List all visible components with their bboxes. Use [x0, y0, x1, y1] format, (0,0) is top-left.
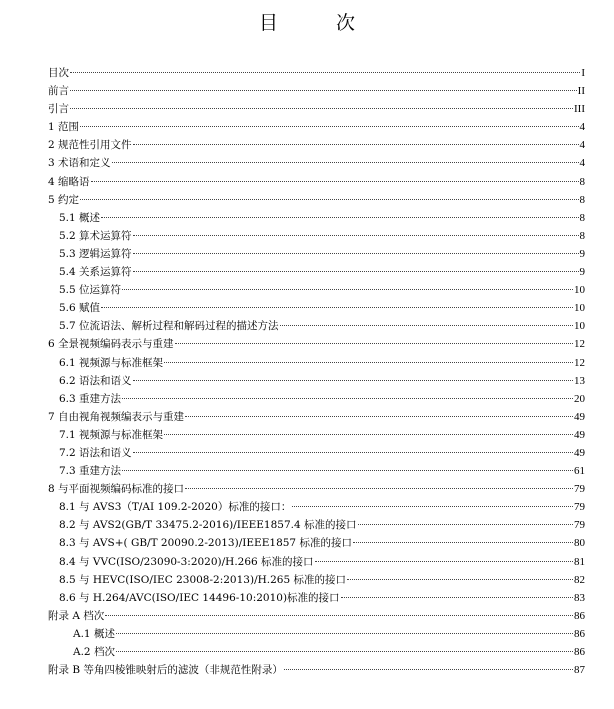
toc-entry-label: 7.1 视频源与标准框架 [59, 428, 164, 441]
toc-entry-page-number: 79 [574, 519, 585, 532]
dot-leader [164, 362, 573, 363]
dot-leader [105, 615, 573, 616]
toc-entry-page-number: 82 [574, 573, 585, 586]
toc-entry-label: 7 自由视角视频编表示与重建 [48, 410, 185, 423]
dot-leader [133, 452, 573, 453]
toc-entry-page-number: 83 [574, 591, 585, 604]
toc-entry[interactable] [48, 64, 585, 82]
toc-entry-page-number: 8 [579, 175, 585, 188]
dot-leader [133, 253, 579, 254]
toc-entry[interactable] [48, 444, 585, 462]
toc-entry-label: 5 约定 [48, 193, 80, 206]
dot-leader [353, 542, 573, 543]
toc-entry-page-number: I [581, 67, 585, 79]
toc-entry-page-number: 13 [574, 374, 585, 387]
dot-leader [133, 380, 573, 381]
toc-entry-label: 6.1 视频源与标准框架 [59, 356, 164, 369]
toc-entry-page-number: 86 [574, 609, 585, 622]
dot-leader [133, 235, 579, 236]
toc-entry-page-number: 49 [574, 428, 585, 441]
toc-entry-page-number: III [574, 103, 585, 116]
toc-entry-page-number: 61 [574, 465, 585, 478]
dot-leader [292, 506, 573, 507]
toc-entry[interactable] [48, 372, 585, 390]
toc-entry-label: 1 范围 [48, 121, 80, 134]
dot-leader [280, 325, 573, 326]
dot-leader [116, 633, 573, 634]
toc-entry-label: 8.1 与 AVS3（T/AI 109.2-2020）标准的接口： [59, 501, 292, 514]
toc-entry-label: 5.2 算术运算符 [59, 229, 132, 242]
toc-entry-label: 5.7 位流语法、解析过程和解码过程的描述方法 [59, 320, 279, 333]
toc-entry[interactable] [48, 245, 585, 263]
dot-leader [358, 524, 573, 525]
toc-entry[interactable] [48, 498, 585, 516]
toc-entry[interactable] [48, 281, 585, 299]
toc-entry[interactable] [48, 299, 585, 317]
dot-leader [70, 72, 580, 73]
toc-entry[interactable] [48, 625, 585, 643]
toc-entry[interactable] [48, 136, 585, 154]
toc-entry-page-number: 10 [574, 320, 585, 333]
dot-leader [133, 144, 579, 145]
toc-entry-page-number: 9 [579, 266, 585, 279]
toc-entry-page-number: 4 [579, 121, 585, 134]
toc-entry-label: 5.5 位运算符 [59, 284, 122, 297]
toc-entry-label: 6 全景视频编码表示与重建 [48, 338, 174, 351]
toc-entry-label: 4 缩略语 [48, 175, 90, 188]
toc-entry-label: 前言 [48, 85, 69, 98]
toc-entry-page-number: 8 [579, 229, 585, 242]
toc-entry-page-number: 81 [574, 555, 585, 568]
toc-entry[interactable] [48, 154, 585, 172]
toc-entry[interactable] [48, 227, 585, 245]
toc-entry-label: 引言 [48, 103, 69, 116]
toc-entry-page-number: 49 [574, 446, 585, 459]
toc-entry[interactable] [48, 516, 585, 534]
toc-entry-label: 5.3 逻辑运算符 [59, 247, 132, 260]
toc-entry[interactable] [48, 100, 585, 118]
toc-entry[interactable] [48, 607, 585, 625]
dot-leader [315, 561, 573, 562]
toc-entry-label: 附录 B 等角四棱锥映射后的滤波（非规范性附录） [48, 664, 283, 677]
toc-entry[interactable] [48, 553, 585, 571]
dot-leader [101, 307, 573, 308]
toc-entry-label: A.1 概述 [73, 627, 115, 640]
toc-entry-page-number: 4 [579, 157, 585, 170]
toc-entry[interactable] [48, 480, 585, 498]
toc-entry[interactable] [48, 643, 585, 661]
toc-entry-label: 8.5 与 HEVC(ISO/IEC 23008-2:2013)/H.265 标准的接口 [59, 573, 346, 586]
toc-entry[interactable] [48, 335, 585, 353]
toc-entry-page-number: 10 [574, 284, 585, 297]
toc-entry[interactable] [48, 589, 585, 607]
toc-entry-label: 2 规范性引用文件 [48, 139, 132, 152]
dot-leader [185, 416, 573, 417]
toc-entry-page-number: 87 [574, 664, 585, 677]
toc-entry-label: 6.2 语法和语义 [59, 374, 132, 387]
toc-entry-page-number: 79 [574, 501, 585, 514]
toc-entry-label: 5.4 关系运算符 [59, 266, 132, 279]
toc-entry-label: 7.3 重建方法 [59, 465, 122, 478]
toc-entry-page-number: 12 [574, 338, 585, 351]
toc-entry-page-number: 79 [574, 483, 585, 496]
toc-entry[interactable] [48, 263, 585, 281]
toc-entry[interactable] [48, 209, 585, 227]
toc-entry[interactable] [48, 408, 585, 426]
toc-entry-page-number: 86 [574, 627, 585, 640]
toc-entry-page-number: 86 [574, 646, 585, 658]
dot-leader [185, 488, 573, 489]
toc-entry-label: A.2 档次 [73, 646, 115, 658]
dot-leader [164, 434, 573, 435]
toc-entry-label: 8 与平面视频编码标准的接口 [48, 483, 185, 496]
toc-entry[interactable] [48, 173, 585, 191]
dot-leader [112, 162, 579, 163]
dot-leader [91, 181, 579, 182]
toc-entry-label: 目次 [48, 67, 69, 79]
toc-entry[interactable] [48, 118, 585, 136]
toc-entry[interactable] [48, 661, 585, 679]
toc-entry-label: 5.6 赋值 [59, 302, 101, 315]
dot-leader [70, 108, 573, 109]
toc-entry[interactable] [48, 191, 585, 209]
toc-entry[interactable] [48, 534, 585, 552]
dot-leader [122, 398, 573, 399]
toc-entry-page-number: 9 [579, 247, 585, 260]
toc-entry-label: 附录 A 档次 [48, 609, 105, 622]
toc-entry-page-number: II [577, 85, 585, 98]
toc-entry-page-number: 12 [574, 356, 585, 369]
toc-entry-page-number: 4 [579, 139, 585, 152]
toc-entry[interactable] [48, 390, 585, 408]
dot-leader [122, 289, 573, 290]
dot-leader [284, 669, 573, 670]
toc-entry[interactable] [48, 462, 585, 480]
toc-entry-label: 8.3 与 AVS+( GB/T 20090.2-2013)/IEEE1857 标准的接口 [59, 537, 352, 550]
toc-entry-page-number: 49 [574, 410, 585, 423]
dot-leader [70, 90, 577, 91]
dot-leader [341, 597, 573, 598]
dot-leader [80, 199, 578, 200]
toc-entry-label: 6.3 重建方法 [59, 392, 122, 405]
toc-entry-page-number: 8 [579, 211, 585, 224]
toc-entry-label: 8.6 与 H.264/AVC(ISO/IEC 14496-10:2010)标准的接口 [59, 591, 340, 604]
dot-leader [175, 343, 573, 344]
dot-leader [347, 579, 573, 580]
toc-entry-label: 8.4 与 VVC(ISO/23090-3:2020)/H.266 标准的接口 [59, 555, 314, 568]
toc-entry-page-number: 8 [579, 193, 585, 206]
toc-entry-label: 3 术语和定义 [48, 157, 111, 170]
dot-leader [133, 271, 579, 272]
toc-entry[interactable] [48, 82, 585, 100]
toc-entry-page-number: 10 [574, 302, 585, 315]
dot-leader [116, 651, 573, 652]
toc-entry[interactable] [48, 571, 585, 589]
dot-leader [122, 470, 573, 471]
toc-entry-label: 5.1 概述 [59, 211, 101, 224]
dot-leader [80, 126, 578, 127]
dot-leader [101, 217, 578, 218]
toc-entry[interactable] [48, 426, 585, 444]
toc-entry-page-number: 20 [574, 392, 585, 405]
toc-entry-page-number: 80 [574, 537, 585, 550]
toc-entry[interactable] [48, 317, 585, 335]
table-of-contents [48, 64, 585, 679]
toc-title: 目 次 [258, 12, 382, 34]
toc-entry[interactable] [48, 354, 585, 372]
toc-entry-label: 8.2 与 AVS2(GB/T 33475.2-2016)/IEEE1857.4 标准的接口 [59, 519, 357, 532]
toc-entry-label: 7.2 语法和语义 [59, 446, 132, 459]
